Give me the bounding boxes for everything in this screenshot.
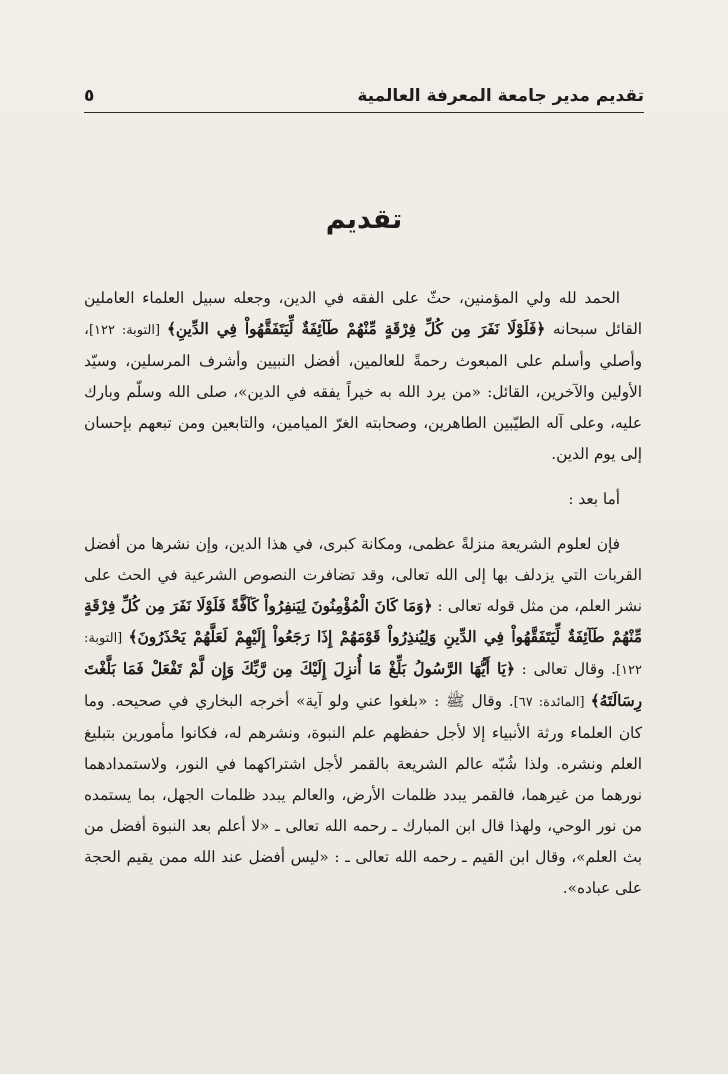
verse-reference: [المائدة: ٦٧]	[513, 695, 591, 710]
text-segment: أما بعد :	[568, 490, 620, 508]
paragraph-intro	[84, 283, 642, 470]
quran-verse: ﴿يَا أَيُّهَا الرَّسُولُ بَلِّغْ مَا أُنزِلَ إِلَيْكَ مِن رَّبِّكَ وَإِن لَّمْ تَفْعَلْ فَمَا بَلَّغْتَ رِسَالَتَهُ﴾	[84, 660, 642, 710]
verse-reference: [التوبة: ١٢٢]	[88, 323, 167, 338]
text-segment: فإن لعلوم الشريعة منزلةً عظمى، ومكانة كبرى، في هذا الدين، وإن نشرها من أفضل القربات التي يزدلف بها إلى الله تعالى، وقد تضافرت النصوص الشرعية في الحث على نشر العلم، من مثل قوله تعالى :	[84, 535, 642, 615]
section-title: تقديم	[325, 204, 403, 235]
body-text	[84, 283, 642, 904]
running-header	[84, 82, 644, 110]
text-segment: ، وأصلي وأسلم على المبعوث رحمةً للعالمين، أفضل النبيين وأشرف المرسلين، وسيّد الأولين والآخرين، القائل: «من يرد الله به خيراً يفقه في الدين»، صلى الله وسلّم وبارك عليه، وعلى آله الطيّبين الطاهرين، وصحابته الغرّ الميامين، والتابعين ومن تبعهم بإحسان إلى يوم الدين.	[84, 320, 642, 463]
quran-verse: ﴿وَمَا كَانَ الْمُؤْمِنُونَ لِيَنفِرُواْ كَآفَّةً فَلَوْلَا نَفَرَ مِن كُلِّ فِرْقَةٍ مِّنْهُمْ طَآئِفَةٌ لِّيَتَفَقَّهُواْ فِي الدِّينِ وَلِيُنذِرُواْ قَوْمَهُمْ إِذَا رَجَعُواْ إِلَيْهِمْ لَعَلَّهُمْ يَحْذَرُونَ﴾	[84, 597, 642, 646]
text-segment: الحمد لله ولي المؤمنين، حثّ على الفقه في الدين، وجعله سبيل العلماء العاملين القائل سبحانه	[84, 289, 642, 338]
paragraph-amma-bad	[84, 484, 642, 515]
paragraph-main	[84, 529, 642, 904]
header-rule	[84, 112, 644, 113]
text-segment: . وقال ﷺ : «بلغوا عني ولو آية» أخرجه البخاري في صحيحه. وما كان العلماء ورثة الأنبياء إلا لأجل حفظهم علم النبوة، ونشرهم له، فكانوا مأمورين بتبليغ العلم ونشره. ولذا شُبّه عالم الشريعة بالقمر لأجل اشتراكهما في النور، ولاستمدادهما نورهما من غيرهما، فالقمر يبدد ظلمات الأرض، والعالم يبدد ظلمات الجهل، بما يستمده من نور الوحي، ولهذا قال ابن المبارك ـ رحمه الله تعالى ـ «لا أعلم بعد النبوة أفضل من بث العلم»، وقال ابن القيم ـ رحمه الله تعالى ـ : «ليس أفضل عند الله ممن يقيم الحجة على عباده».	[84, 692, 642, 897]
header-title: تقديم مدير جامعة المعرفة العالمية	[357, 86, 644, 106]
text-segment: . وقال تعالى :	[514, 660, 616, 678]
page-number: ٥	[84, 86, 95, 106]
verse-reference: [التوبة: ١٢٢]	[84, 631, 642, 678]
quran-verse: ﴿فَلَوْلَا نَفَرَ مِن كُلِّ فِرْقَةٍ مِّنْهُمْ طَآئِفَةٌ لِّيَتَفَقَّهُواْ فِي الدِّينِ﴾	[166, 320, 546, 338]
